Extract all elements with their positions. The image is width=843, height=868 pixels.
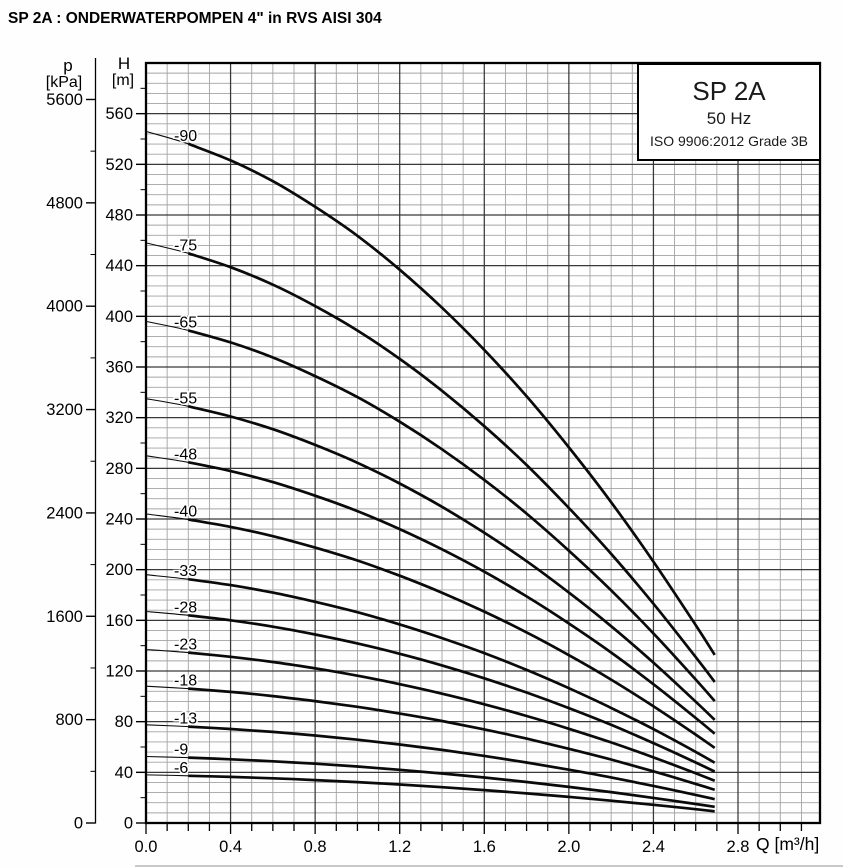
pressure-axis-tick-labels xyxy=(46,91,83,833)
x-ticks xyxy=(146,823,801,834)
head-tick-label: 40 xyxy=(114,763,133,782)
head-axis-ticks xyxy=(136,88,146,823)
flow-axis-label: Q [m³/h] xyxy=(756,834,820,854)
x-tick-label: 1.2 xyxy=(388,838,412,856)
head-tick-label: 280 xyxy=(105,459,133,478)
head-tick-label: 480 xyxy=(105,206,133,225)
head-axis-unit: [m] xyxy=(111,72,135,89)
pressure-tick-label: 4800 xyxy=(46,194,83,213)
x-tick-label: 2.0 xyxy=(557,838,581,856)
curve-label: -13 xyxy=(174,710,198,728)
head-tick-label: 240 xyxy=(105,510,133,529)
legend-box xyxy=(637,63,821,161)
y-grid-minor xyxy=(146,73,820,813)
curve-label: -9 xyxy=(174,741,189,759)
head-axis-name: H xyxy=(117,54,131,73)
page-bottom-rule xyxy=(135,865,843,867)
curve-label: -48 xyxy=(174,446,198,464)
pressure-tick-label: 1600 xyxy=(46,607,83,626)
x-tick-label: 1.6 xyxy=(472,838,496,856)
x-tick-label: 2.4 xyxy=(641,838,665,856)
head-tick-label: 520 xyxy=(105,155,133,174)
curve-label: -90 xyxy=(174,127,198,145)
head-axis-tick-labels xyxy=(105,105,133,832)
head-tick-label: 400 xyxy=(105,307,133,326)
legend-frequency: 50 Hz xyxy=(706,109,752,129)
head-tick-label: 320 xyxy=(105,409,133,428)
pump-curve xyxy=(188,406,714,720)
curve-label: -55 xyxy=(174,390,198,408)
head-tick-label: 440 xyxy=(105,257,133,276)
head-tick-label: 200 xyxy=(105,561,133,580)
curve-label: -23 xyxy=(174,636,198,654)
pressure-axis-name: p xyxy=(63,56,73,75)
head-tick-label: 160 xyxy=(105,611,133,630)
plot-frame xyxy=(146,63,820,823)
pressure-tick-label: 3200 xyxy=(46,401,83,420)
curve-label: -6 xyxy=(174,759,189,777)
x-tick-label: 0.8 xyxy=(303,838,327,856)
pressure-axis xyxy=(86,58,96,824)
legend-model: SP 2A xyxy=(692,75,766,106)
head-tick-label: 360 xyxy=(105,358,133,377)
x-tick-label: 0.4 xyxy=(219,838,243,856)
pump-curves xyxy=(146,131,715,811)
head-tick-label: 80 xyxy=(114,713,133,732)
page-title: SP 2A : ONDERWATERPOMPEN 4" in RVS AISI 304 xyxy=(8,10,382,27)
x-tick-labels xyxy=(135,838,750,856)
curve-label: -33 xyxy=(174,563,198,581)
head-tick-label: 0 xyxy=(123,814,133,833)
head-tick-label: 120 xyxy=(105,662,133,681)
curve-label: -75 xyxy=(174,237,198,255)
curve-label: -28 xyxy=(174,599,198,617)
pressure-tick-label: 5600 xyxy=(46,90,83,109)
x-tick-label: 0.0 xyxy=(134,838,158,856)
pressure-tick-label: 4000 xyxy=(46,297,83,316)
curve-label: -65 xyxy=(174,314,198,332)
pressure-tick-label: 2400 xyxy=(46,504,83,523)
curve-label: -18 xyxy=(174,672,198,690)
y-grid-major xyxy=(146,114,820,773)
x-tick-label: 2.8 xyxy=(726,838,750,856)
legend-standard: ISO 9906:2012 Grade 3B xyxy=(650,133,808,150)
pressure-tick-label: 800 xyxy=(55,711,83,730)
pressure-axis-unit: [kPa] xyxy=(45,74,83,91)
pressure-tick-label: 0 xyxy=(73,814,83,833)
head-tick-label: 560 xyxy=(105,105,133,124)
curve-label: -40 xyxy=(174,503,198,521)
